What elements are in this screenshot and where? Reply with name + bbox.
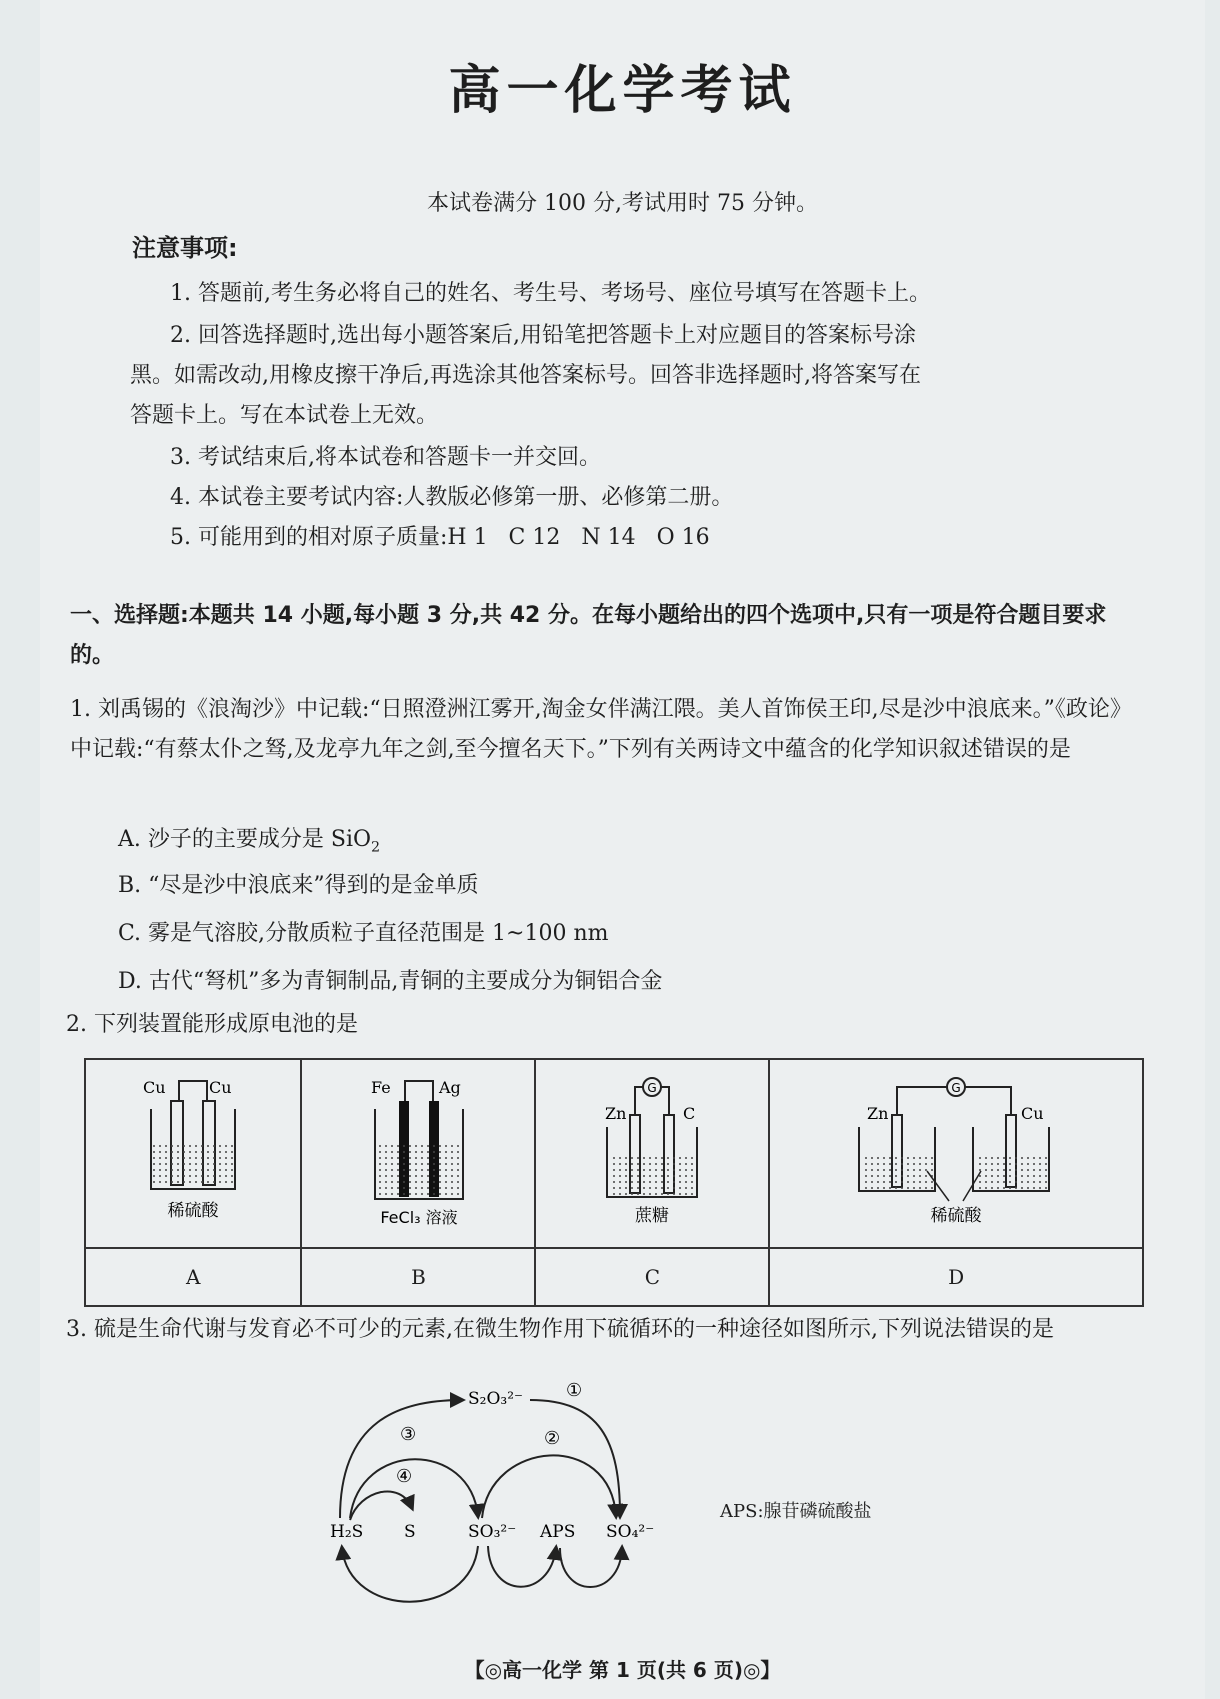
arrow-3 [340, 1400, 462, 1518]
device-a-left-electrode: Cu [143, 1078, 166, 1097]
node-h2s: H₂S [330, 1522, 364, 1542]
question-1-stem: 1. 刘禹锡的《浪淘沙》中记载:“日照澄洲江雾开,淘金女伴满江隈。美人首饰侯王印,尽是沙中浪底来。”《政论》中记载:“有蔡太仆之驽,及龙亭九年之剑,至今擅名天下。”下列有关两诗文中蕴含的化学知识叙述错误的是 [70, 697, 1132, 762]
notice-item-3: 3. 考试结束后,将本试卷和答题卡一并交回。 [170, 445, 601, 470]
question-1-option-b: B. “尽是沙中浪底来”得到的是金单质 [118, 873, 479, 898]
device-a-diagram [133, 1071, 253, 1231]
device-a-solution: 稀硫酸 [167, 1201, 219, 1221]
node-s2o3: S₂O₃²⁻ [468, 1389, 524, 1409]
device-b-cell [301, 1059, 535, 1248]
device-c-right-electrode: C [683, 1104, 696, 1123]
node-so3: SO₃²⁻ [468, 1522, 517, 1542]
device-b-right-electrode: Ag [439, 1078, 462, 1097]
device-c-left-electrode: Zn [605, 1104, 627, 1123]
sulfur-cycle-diagram [320, 1380, 700, 1630]
device-a-right-electrode: Cu [209, 1078, 232, 1097]
device-b-wire [405, 1081, 433, 1101]
arrow-4 [350, 1491, 412, 1520]
node-aps: APS [540, 1522, 576, 1542]
device-c-diagram [587, 1071, 717, 1231]
question-2-stem: 2. 下列装置能形成原电池的是 [66, 1012, 358, 1037]
option-a-text: A. 沙子的主要成分是 SiO [118, 827, 372, 852]
notice-item-5: 5. 可能用到的相对原子质量:H 1 C 12 N 14 O 16 [170, 525, 710, 550]
device-b-solution: FeCl₃ 溶液 [380, 1208, 459, 1227]
device-c-liquid [609, 1157, 695, 1195]
device-c-label: C [535, 1248, 769, 1306]
arrow-2 [482, 1455, 616, 1518]
device-d-cell [769, 1059, 1143, 1248]
device-a-label: A [85, 1248, 301, 1306]
question-1-option-d: D. 古代“弩机”多为青铜制品,青铜的主要成分为铜铝合金 [118, 969, 663, 994]
device-d-liquid-right [975, 1155, 1047, 1189]
device-c-cell [535, 1059, 769, 1248]
device-a-wire [179, 1081, 207, 1101]
device-c-solution: 蔗糖 [635, 1206, 670, 1226]
arrow-3b [350, 1459, 478, 1518]
node-s: S [404, 1522, 416, 1542]
notice-heading: 注意事项: [132, 234, 238, 262]
option-a-subscript: 2 [371, 839, 381, 856]
device-d-left-electrode: Zn [867, 1104, 889, 1123]
step-3-label: ③ [400, 1424, 417, 1445]
exam-title: 高一化学考试 [448, 61, 797, 121]
exam-page [40, 0, 1205, 1699]
notice-item-2-cont: 黑。如需改动,用橡皮擦干净后,再选涂其他答案标号。回答非选择题时,将答案写在 [130, 363, 921, 388]
aps-note: APS:腺苷磷硫酸盐 [720, 1501, 872, 1522]
device-d-diagram [851, 1071, 1061, 1231]
arrow-so3-aps [488, 1546, 556, 1587]
device-c-galvanometer-label: G [647, 1081, 658, 1095]
notice-item-1: 1. 答题前,考生务必将自己的姓名、考生号、考场号、座位号填写在答题卡上。 [170, 281, 931, 306]
exam-subtitle: 本试卷满分 100 分,考试用时 75 分钟。 [427, 191, 818, 216]
device-d-label: D [769, 1248, 1143, 1306]
arrow-so3-h2s [342, 1546, 478, 1602]
device-d-solution: 稀硫酸 [930, 1206, 982, 1226]
section-heading: 一、选择题:本题共 14 小题,每小题 3 分,共 42 分。在每小题给出的四个选项中,只有一项是符合题目要求的。 [70, 603, 1107, 668]
node-so4: SO₄²⁻ [606, 1522, 655, 1542]
device-d-galvanometer-label: G [951, 1081, 961, 1095]
step-2-label: ② [544, 1428, 561, 1449]
step-4-label: ④ [396, 1466, 413, 1487]
notice-item-2-end: 答题卡上。写在本试卷上无效。 [130, 403, 439, 428]
step-1-label: ① [566, 1380, 583, 1401]
device-d-right-electrode: Cu [1021, 1104, 1044, 1123]
arrow-aps-so4 [560, 1548, 622, 1587]
question-1-option-a [118, 822, 380, 855]
device-b-label: B [301, 1248, 535, 1306]
device-b-diagram [353, 1071, 483, 1231]
notice-item-4: 4. 本试卷主要考试内容:人教版必修第一册、必修第二册。 [170, 485, 734, 510]
question-3-stem: 3. 硫是生命代谢与发育必不可少的元素,在微生物作用下硫循环的一种途径如图所示,下列说法错误的是 [66, 1317, 1054, 1342]
page-footer: 【◎高一化学 第 1 页(共 6 页)◎】 [464, 1658, 781, 1682]
devices-table [84, 1058, 1144, 1307]
notice-item-2: 2. 回答选择题时,选出每小题答案后,用铅笔把答题卡上对应题目的答案标号涂 [170, 323, 916, 348]
device-b-left-electrode: Fe [371, 1078, 392, 1097]
device-d-liquid-left [861, 1155, 933, 1189]
device-b-liquid [377, 1141, 461, 1197]
question-1-option-c: C. 雾是气溶胶,分散质粒子直径范围是 1~100 nm [118, 921, 609, 946]
device-a-liquid [153, 1145, 233, 1187]
device-a-cell [85, 1059, 301, 1248]
